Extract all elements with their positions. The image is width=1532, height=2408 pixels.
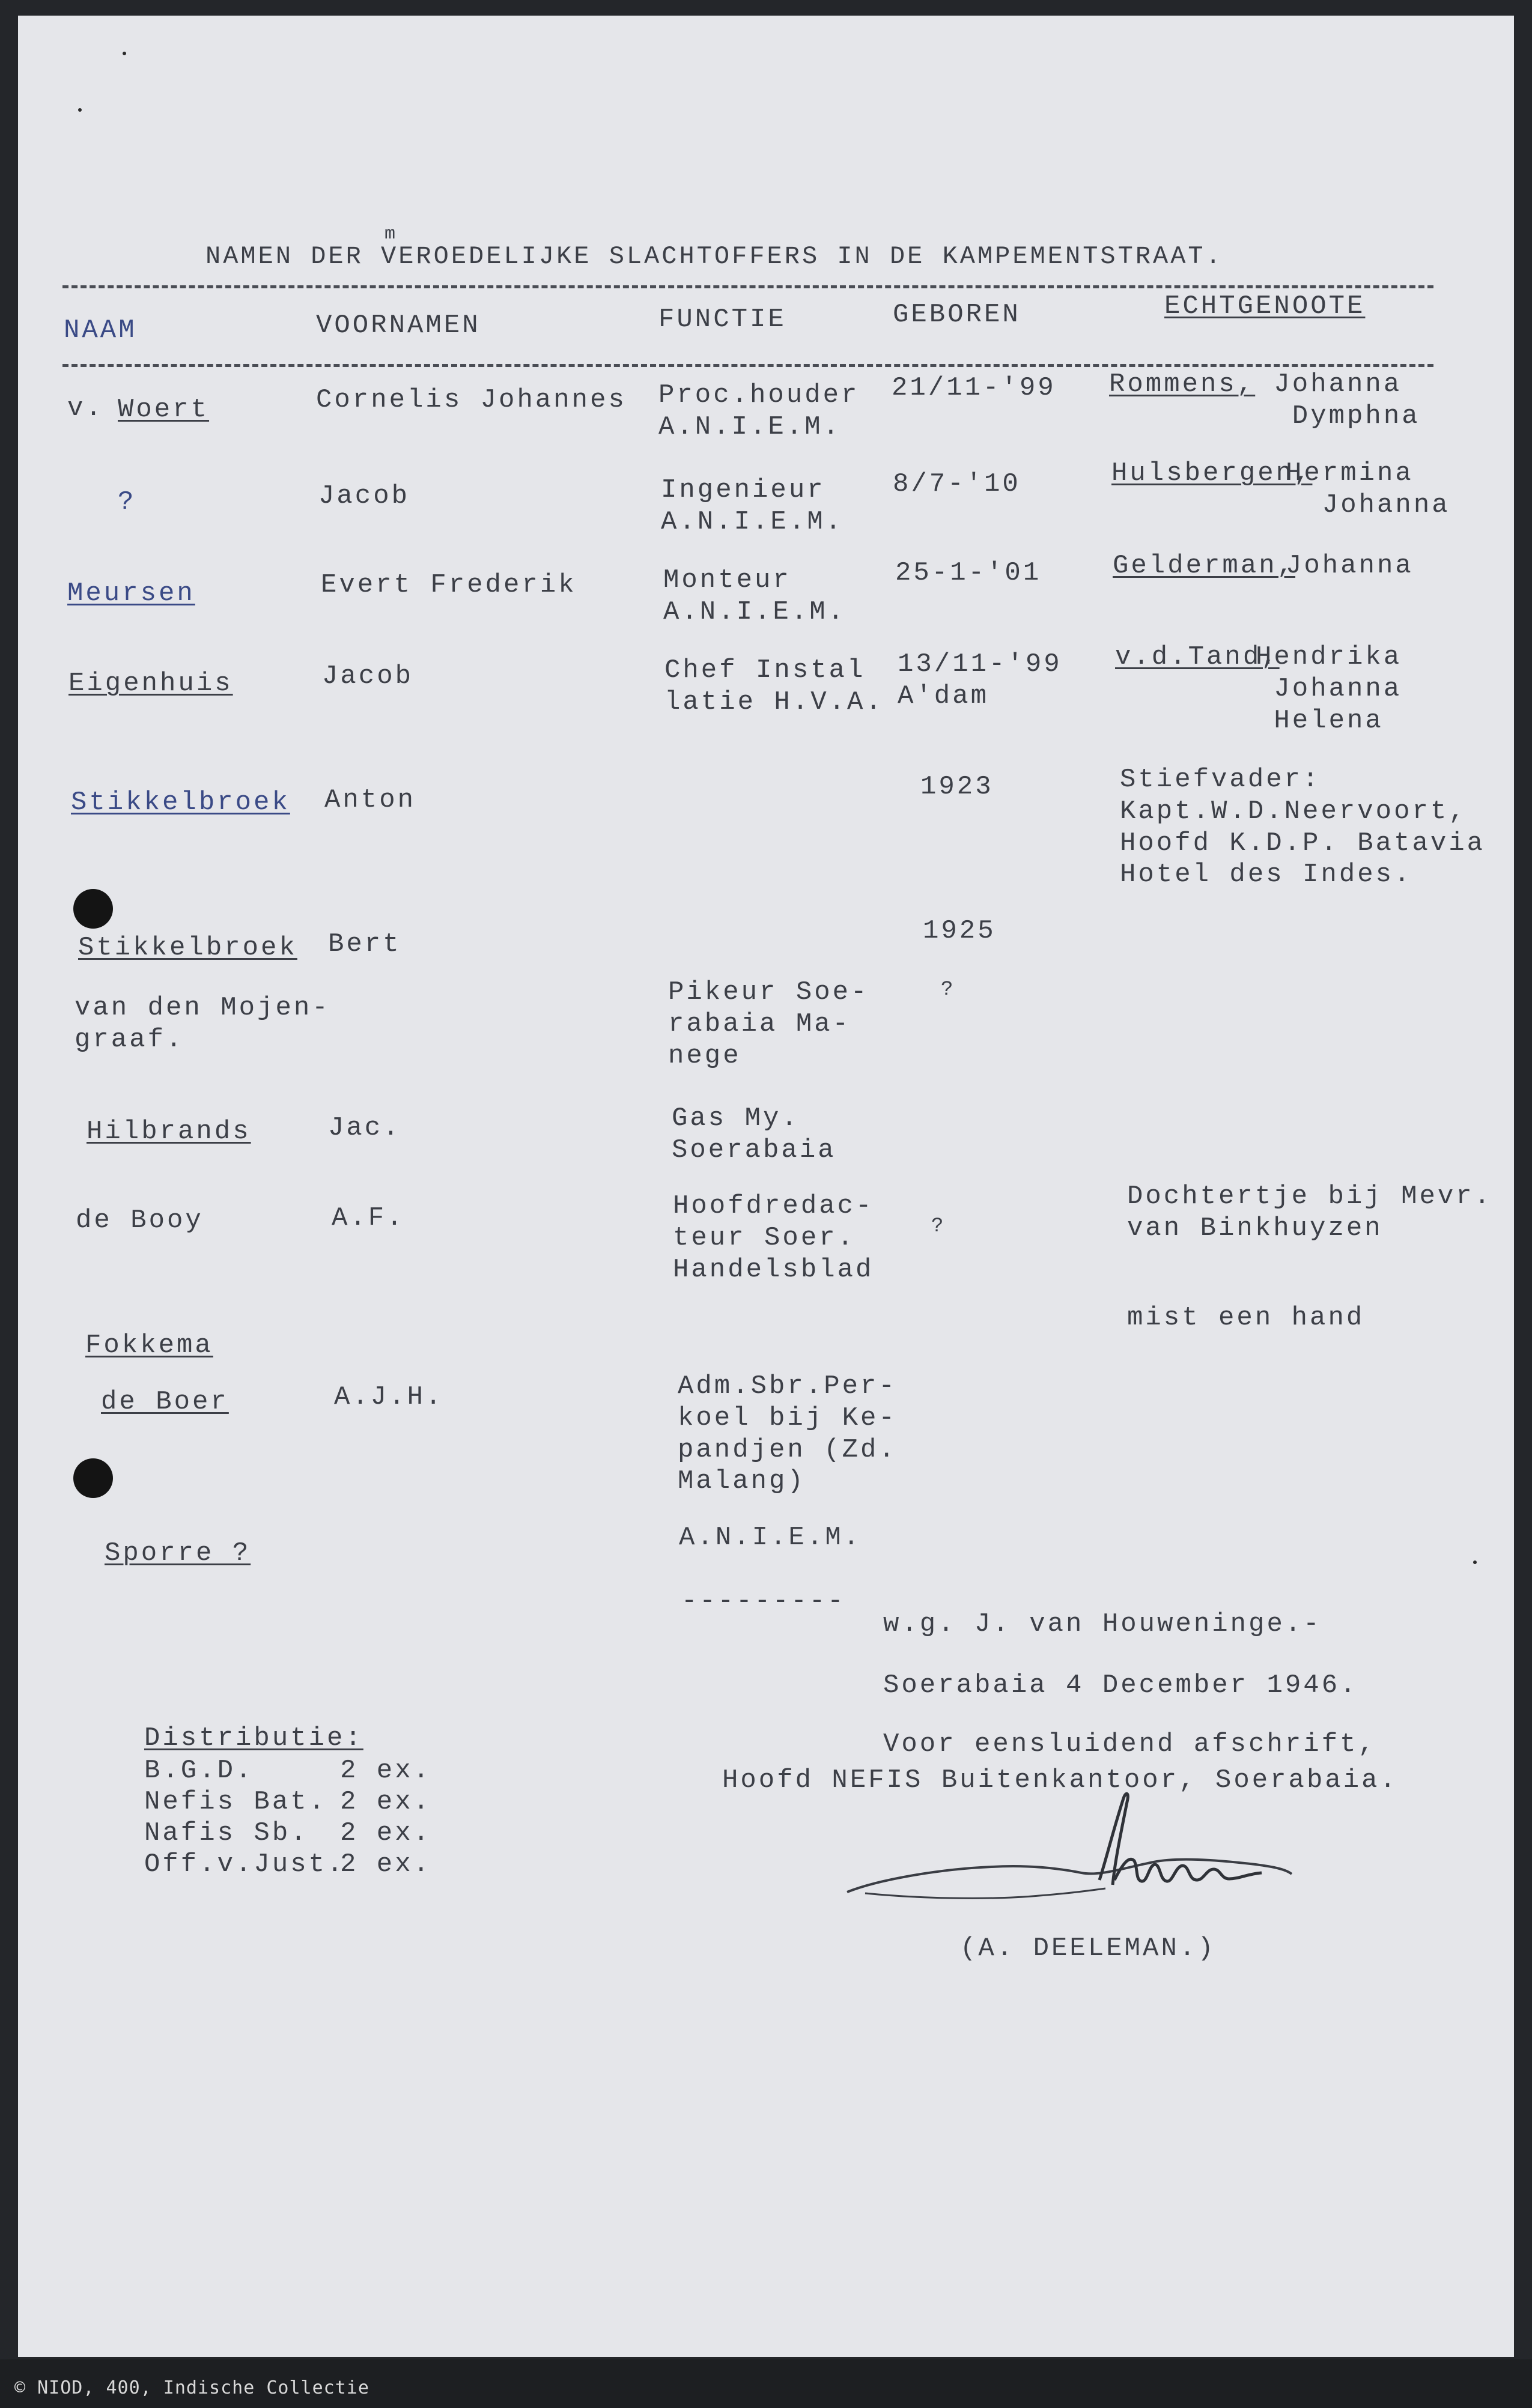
row-11-voornamen: A.J.H.: [334, 1382, 444, 1412]
speck: [78, 108, 82, 112]
row-9-geboren: ?: [931, 1215, 946, 1238]
place-date: Soerabaia 4 December 1946.: [883, 1670, 1358, 1700]
row-11-functie: Adm.Sbr.Per- koel bij Ke- pandjen (Zd. Malang): [678, 1371, 897, 1497]
row-8-functie: Gas My. Soerabaia: [672, 1103, 836, 1165]
speck: [123, 52, 126, 55]
row-5-voornamen: Anton: [324, 785, 416, 815]
row-1-echtgenoote-name: Rommens,: [1109, 369, 1256, 399]
row-4-voornamen: Jacob: [322, 661, 414, 691]
signatory-name: (A. DEELEMAN.): [960, 1933, 1216, 1964]
speck: [1473, 1560, 1477, 1564]
row-6-naam: Stikkelbroek: [78, 933, 297, 963]
row-5-geboren: 1923: [920, 772, 994, 802]
row-3-naam: Meursen: [67, 578, 195, 608]
row-4-echtgenoote-name: v.d.Tand,: [1115, 642, 1280, 672]
row-6-voornamen: Bert: [328, 929, 401, 959]
row-4-echtgenoote: Hendrika Johanna Helena: [1256, 642, 1402, 736]
row-3-functie: Monteur A.N.I.E.M.: [663, 565, 847, 627]
row-12-naam: Sporre ?: [105, 1538, 251, 1568]
row-12-functie: A.N.I.E.M.: [679, 1523, 862, 1553]
header-rule-bottom: [62, 364, 1433, 367]
row-3-geboren: 25-1-'01: [895, 558, 1042, 588]
column-header-naam: NAAM: [64, 315, 137, 345]
signed-line: w.g. J. van Houweninge.-: [883, 1609, 1322, 1639]
archive-caption: © NIOD, 400, Indische Collectie: [14, 2377, 369, 2398]
distribution-item-qty: 2 ex.: [340, 1849, 432, 1879]
row-8-naam: Hilbrands: [87, 1117, 251, 1147]
column-header-geboren: GEBOREN: [893, 300, 1021, 330]
row-2-echtgenoote: Hermina Johanna: [1286, 458, 1450, 520]
column-header-echtgenoote: ECHTGENOOTE: [1164, 291, 1366, 321]
distribution-item-name: B.G.D.: [144, 1756, 254, 1786]
row-10-naam: Fokkema: [85, 1330, 213, 1360]
handwritten-signature: [841, 1790, 1298, 1916]
row-10-echtgenoote: mist een hand: [1127, 1303, 1365, 1333]
row-3-echtgenoote-name: Gelderman,: [1113, 551, 1296, 581]
row-1-echtgenoote: Johanna Dymphna: [1274, 369, 1420, 431]
certified-line-1: Voor eensluidend afschrift,: [883, 1729, 1376, 1759]
row-4-naam: Eigenhuis: [68, 669, 233, 699]
row-8-voornamen: Jac.: [328, 1113, 401, 1143]
row-9-echtgenoote: Dochtertje bij Mevr. van Binkhuyzen: [1127, 1181, 1493, 1243]
row-1-naam: Woert: [118, 395, 210, 425]
row-1-geboren: 21/11-'99: [892, 373, 1056, 403]
row-2-geboren: 8/7-'10: [893, 469, 1021, 499]
row-2-naam: ?: [118, 487, 136, 517]
certified-line-2: Hoofd NEFIS Buitenkantoor, Soerabaia.: [722, 1765, 1398, 1795]
row-1-naam-prefix: v.: [67, 393, 104, 423]
row-4-geboren: 13/11-'99 A'dam: [898, 649, 1062, 711]
row-2-echtgenoote-name: Hulsbergen,: [1111, 458, 1313, 488]
distribution-item-qty: 2 ex.: [340, 1818, 432, 1848]
row-7-geboren: ?: [941, 978, 956, 1001]
document-title: NAMEN DER VEROEDELIJKE SLACHTOFFERS IN DE KAMPEMENTSTRAAT.: [205, 242, 1223, 271]
header-rule-top: [62, 285, 1433, 288]
row-3-echtgenoote: Johanna: [1286, 551, 1414, 581]
distribution-item-name: Off.v.Just.: [144, 1849, 345, 1879]
distribution-item-qty: 2 ex.: [340, 1756, 432, 1786]
row-5-echtgenoote: Stiefvader: Kapt.W.D.Neervoort, Hoofd K.D.P. Batavia Hotel des Indes.: [1120, 765, 1486, 890]
row-3-voornamen: Evert Frederik: [321, 570, 577, 600]
punch-hole-top: [73, 889, 113, 929]
distribution-item-name: Nafis Sb.: [144, 1818, 309, 1848]
row-2-functie: Ingenieur A.N.I.E.M.: [661, 475, 844, 537]
row-9-voornamen: A.F.: [332, 1203, 405, 1233]
row-9-functie: Hoofdredac- teur Soer. Handelsblad: [673, 1191, 874, 1285]
row-11-naam: de Boer: [101, 1387, 229, 1417]
distribution-heading: Distributie:: [144, 1723, 363, 1753]
row-6-geboren: 1925: [923, 916, 996, 946]
row-2-voornamen: Jacob: [318, 481, 410, 511]
row-7-naam: van den Mojen- graaf.: [74, 993, 330, 1055]
distribution-item-name: Nefis Bat.: [144, 1787, 327, 1817]
row-1-functie: Proc.houder A.N.I.E.M.: [658, 380, 860, 442]
column-header-voornamen: VOORNAMEN: [316, 311, 481, 341]
end-rule: ---------: [681, 1586, 846, 1616]
punch-hole-bottom: [73, 1458, 113, 1498]
distribution-item-qty: 2 ex.: [340, 1787, 432, 1817]
column-header-functie: FUNCTIE: [658, 305, 786, 335]
row-9-naam: de Booy: [76, 1206, 204, 1236]
title-insert-letter: m: [385, 224, 398, 244]
row-5-naam: Stikkelbroek: [71, 787, 290, 817]
row-4-functie: Chef Instal latie H.V.A.: [664, 655, 884, 717]
row-1-voornamen: Cornelis Johannes: [316, 385, 627, 415]
row-7-functie: Pikeur Soe- rabaia Ma- nege: [668, 977, 869, 1071]
